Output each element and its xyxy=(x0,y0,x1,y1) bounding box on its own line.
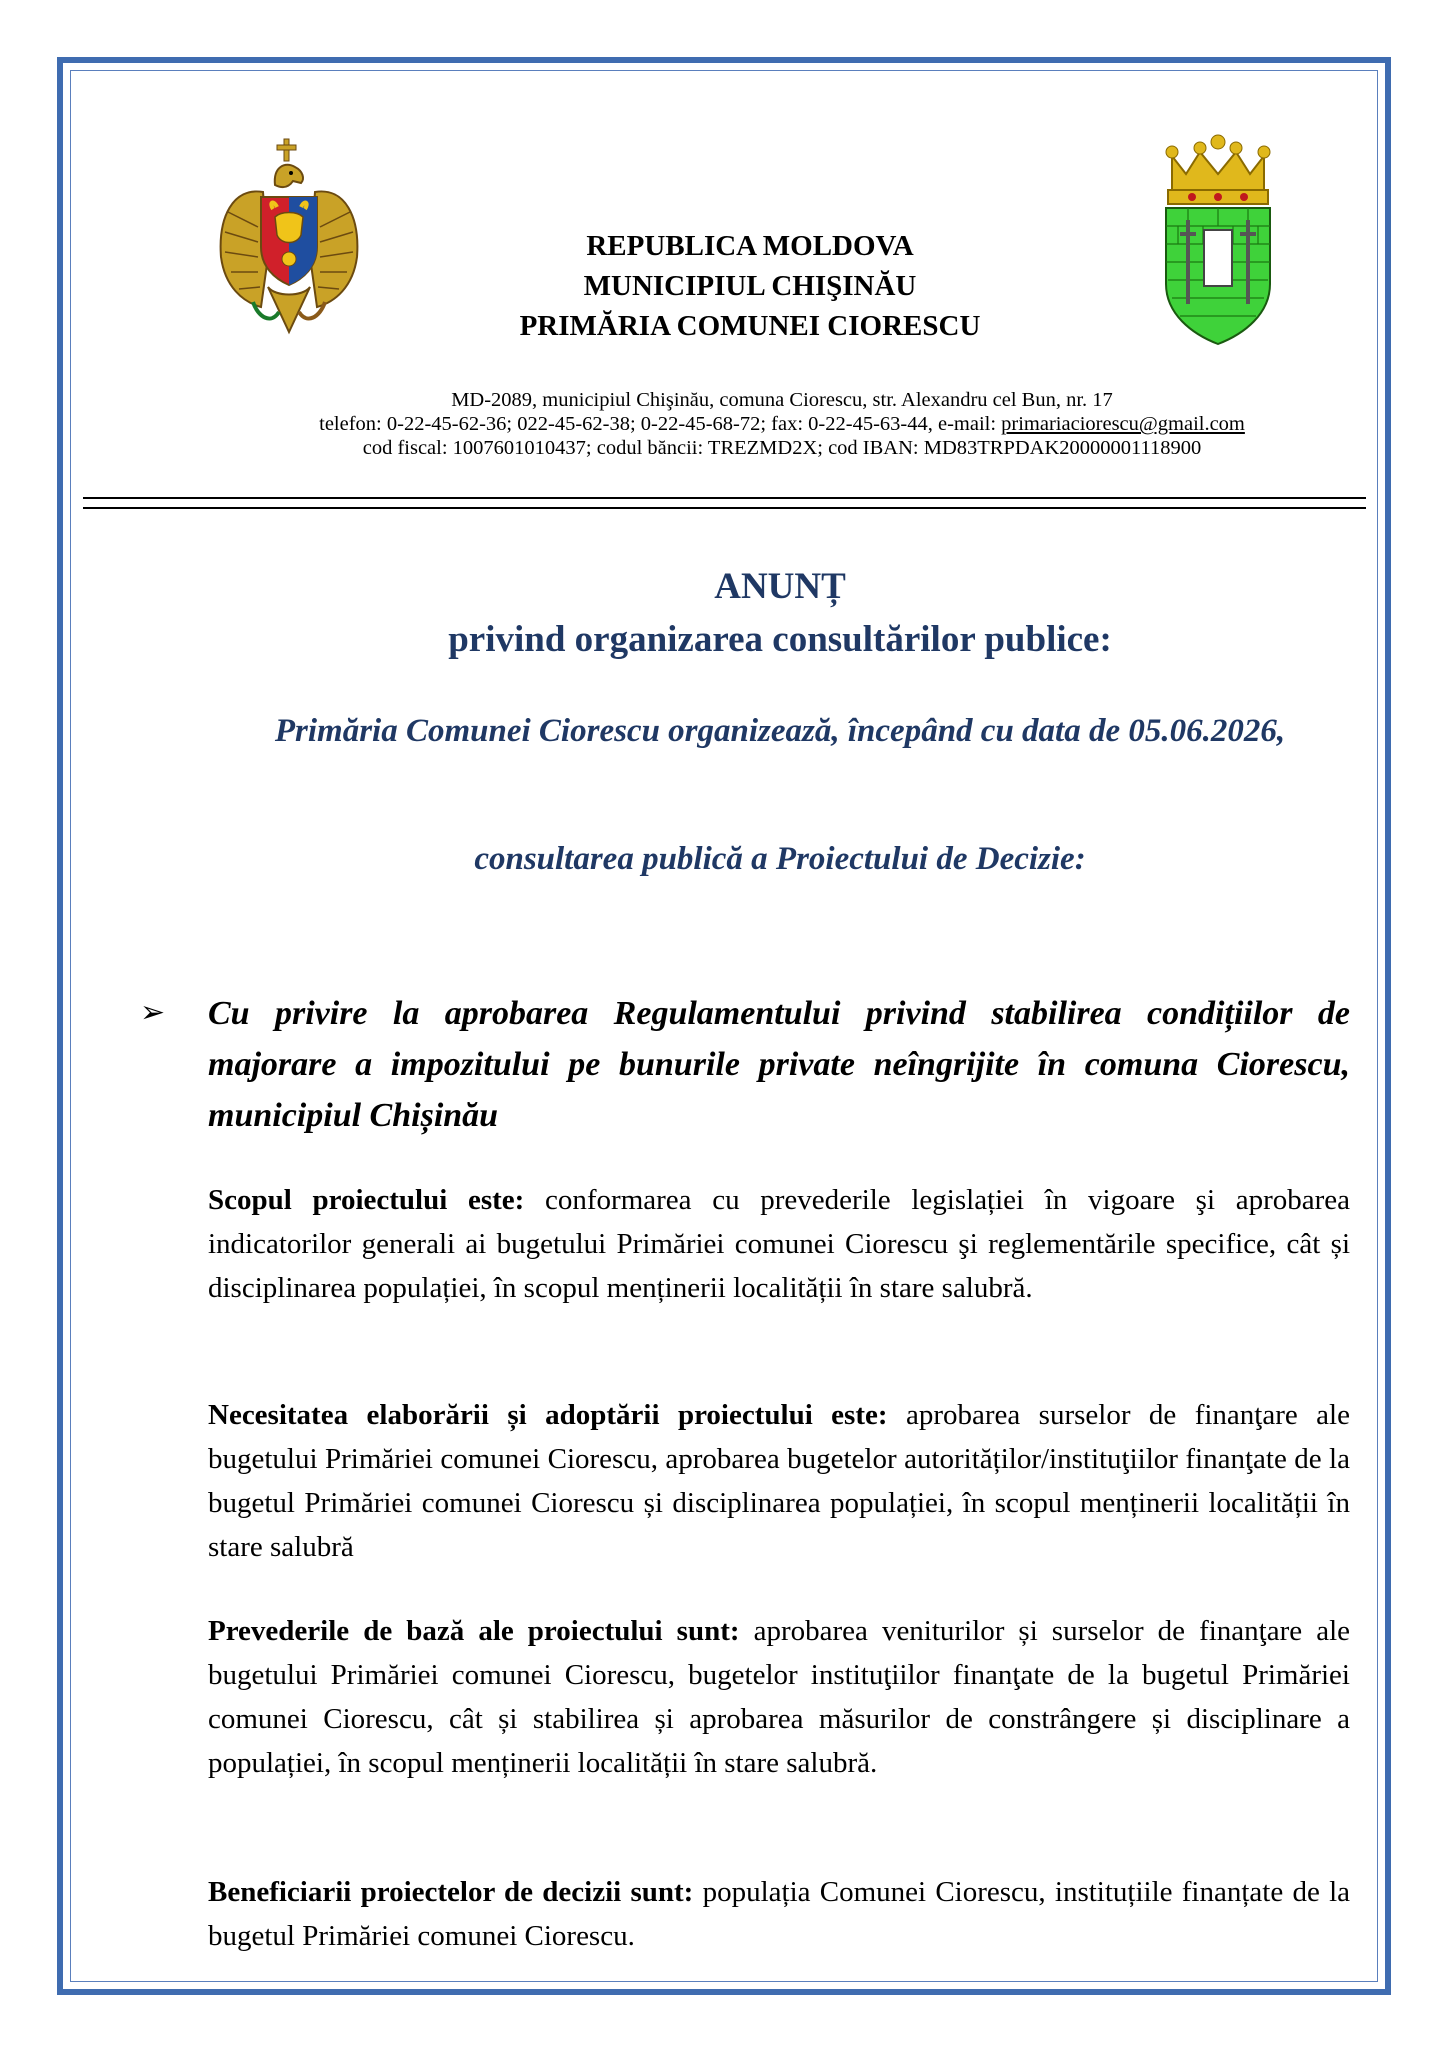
header-municipality: MUNICIPIUL CHIŞINĂU xyxy=(583,270,917,302)
section-purpose xyxy=(208,1178,1350,1310)
section-beneficiaries xyxy=(208,1870,1350,1958)
header-divider-top xyxy=(83,497,1366,499)
contact-fiscal: cod fiscal: 1007601010437; codul băncii: TREZMD2X; cod IBAN: MD83TRPDAK20000001118900 xyxy=(362,437,1202,459)
section-necessity-label: Necesitatea elaborării și adoptării proiectului este: xyxy=(208,1399,888,1431)
header-institution: PRIMĂRIA COMUNEI CIORESCU xyxy=(519,310,981,342)
announcement-title: ANUNȚ xyxy=(714,566,846,607)
project-title: Cu privire la aprobarea Regulamentului privind stabilirea condițiilor de majorare a impozitului pe bunurile private neîngrijite în comuna Ciorescu, municipiul Chișinău xyxy=(208,995,1350,1134)
section-beneficiaries-label: Beneficiarii proiectelor de decizii sunt: xyxy=(208,1876,694,1908)
organizer-statement: Primăria Comunei Ciorescu organizează, începând cu data de 05.06.2026, xyxy=(274,713,1286,749)
section-necessity xyxy=(208,1393,1350,1569)
section-beneficiaries-text: populația Comunei Ciorescu, instituțiile finanțate de la bugetul Primăriei comunei Ciorescu. xyxy=(208,1876,1351,1952)
arrow-bullet-icon: ➢ xyxy=(140,996,166,1029)
section-provisions xyxy=(208,1609,1350,1785)
section-provisions-label: Prevederile de bază ale proiectului sunt: xyxy=(208,1615,740,1647)
announcement-subtitle: privind organizarea consultărilor publice: xyxy=(448,619,1112,660)
section-necessity-text: aprobarea surselor de finanţare ale bugetului Primăriei comunei Ciorescu, aprobarea bugetelor autorităților/instituţiilor finanţate de la bugetul Primăriei comunei Ciorescu și disciplinarea populației, în scopul menținerii localității în stare salubră xyxy=(208,1399,1350,1563)
contact-email-link[interactable]: primariaciorescu@gmail.com xyxy=(1001,413,1245,435)
section-provisions-text: aprobarea veniturilor și surselor de finanţare ale bugetului Primăriei comunei Ciorescu, bugetelor instituţiilor finanţate de la bugetul Primăriei comunei Ciorescu, cât și stabilirea și aprobarea măsurilor de constrângere și disciplinare a populației, în scopul menținerii localității în stare salubră. xyxy=(208,1615,1350,1779)
header-divider-bottom xyxy=(83,507,1366,509)
contact-address: MD-2089, municipiul Chişinău, comuna Ciorescu, str. Alexandru cel Bun, nr. 17 xyxy=(451,389,1113,411)
contact-phones xyxy=(0,412,1448,436)
header-country: REPUBLICA MOLDOVA xyxy=(586,230,914,262)
section-purpose-label: Scopul proiectului este: xyxy=(208,1184,525,1216)
consultation-line: consultarea publică a Proiectului de Decizie: xyxy=(474,841,1086,877)
institution-header xyxy=(0,226,1448,346)
contact-phones-text: telefon: 0-22-45-62-36; 022-45-62-38; 0-22-45-68-72; fax: 0-22-45-63-44, e-mail: xyxy=(319,413,1002,435)
section-purpose-text: conformarea cu prevederile legislației în vigoare şi aprobarea indicatorilor generali ai bugetului Primăriei comunei Ciorescu şi reglementările specifice, cât și disciplinarea populației, în scopul menținerii localității în stare salubră. xyxy=(208,1184,1350,1304)
contact-block xyxy=(0,388,1448,460)
